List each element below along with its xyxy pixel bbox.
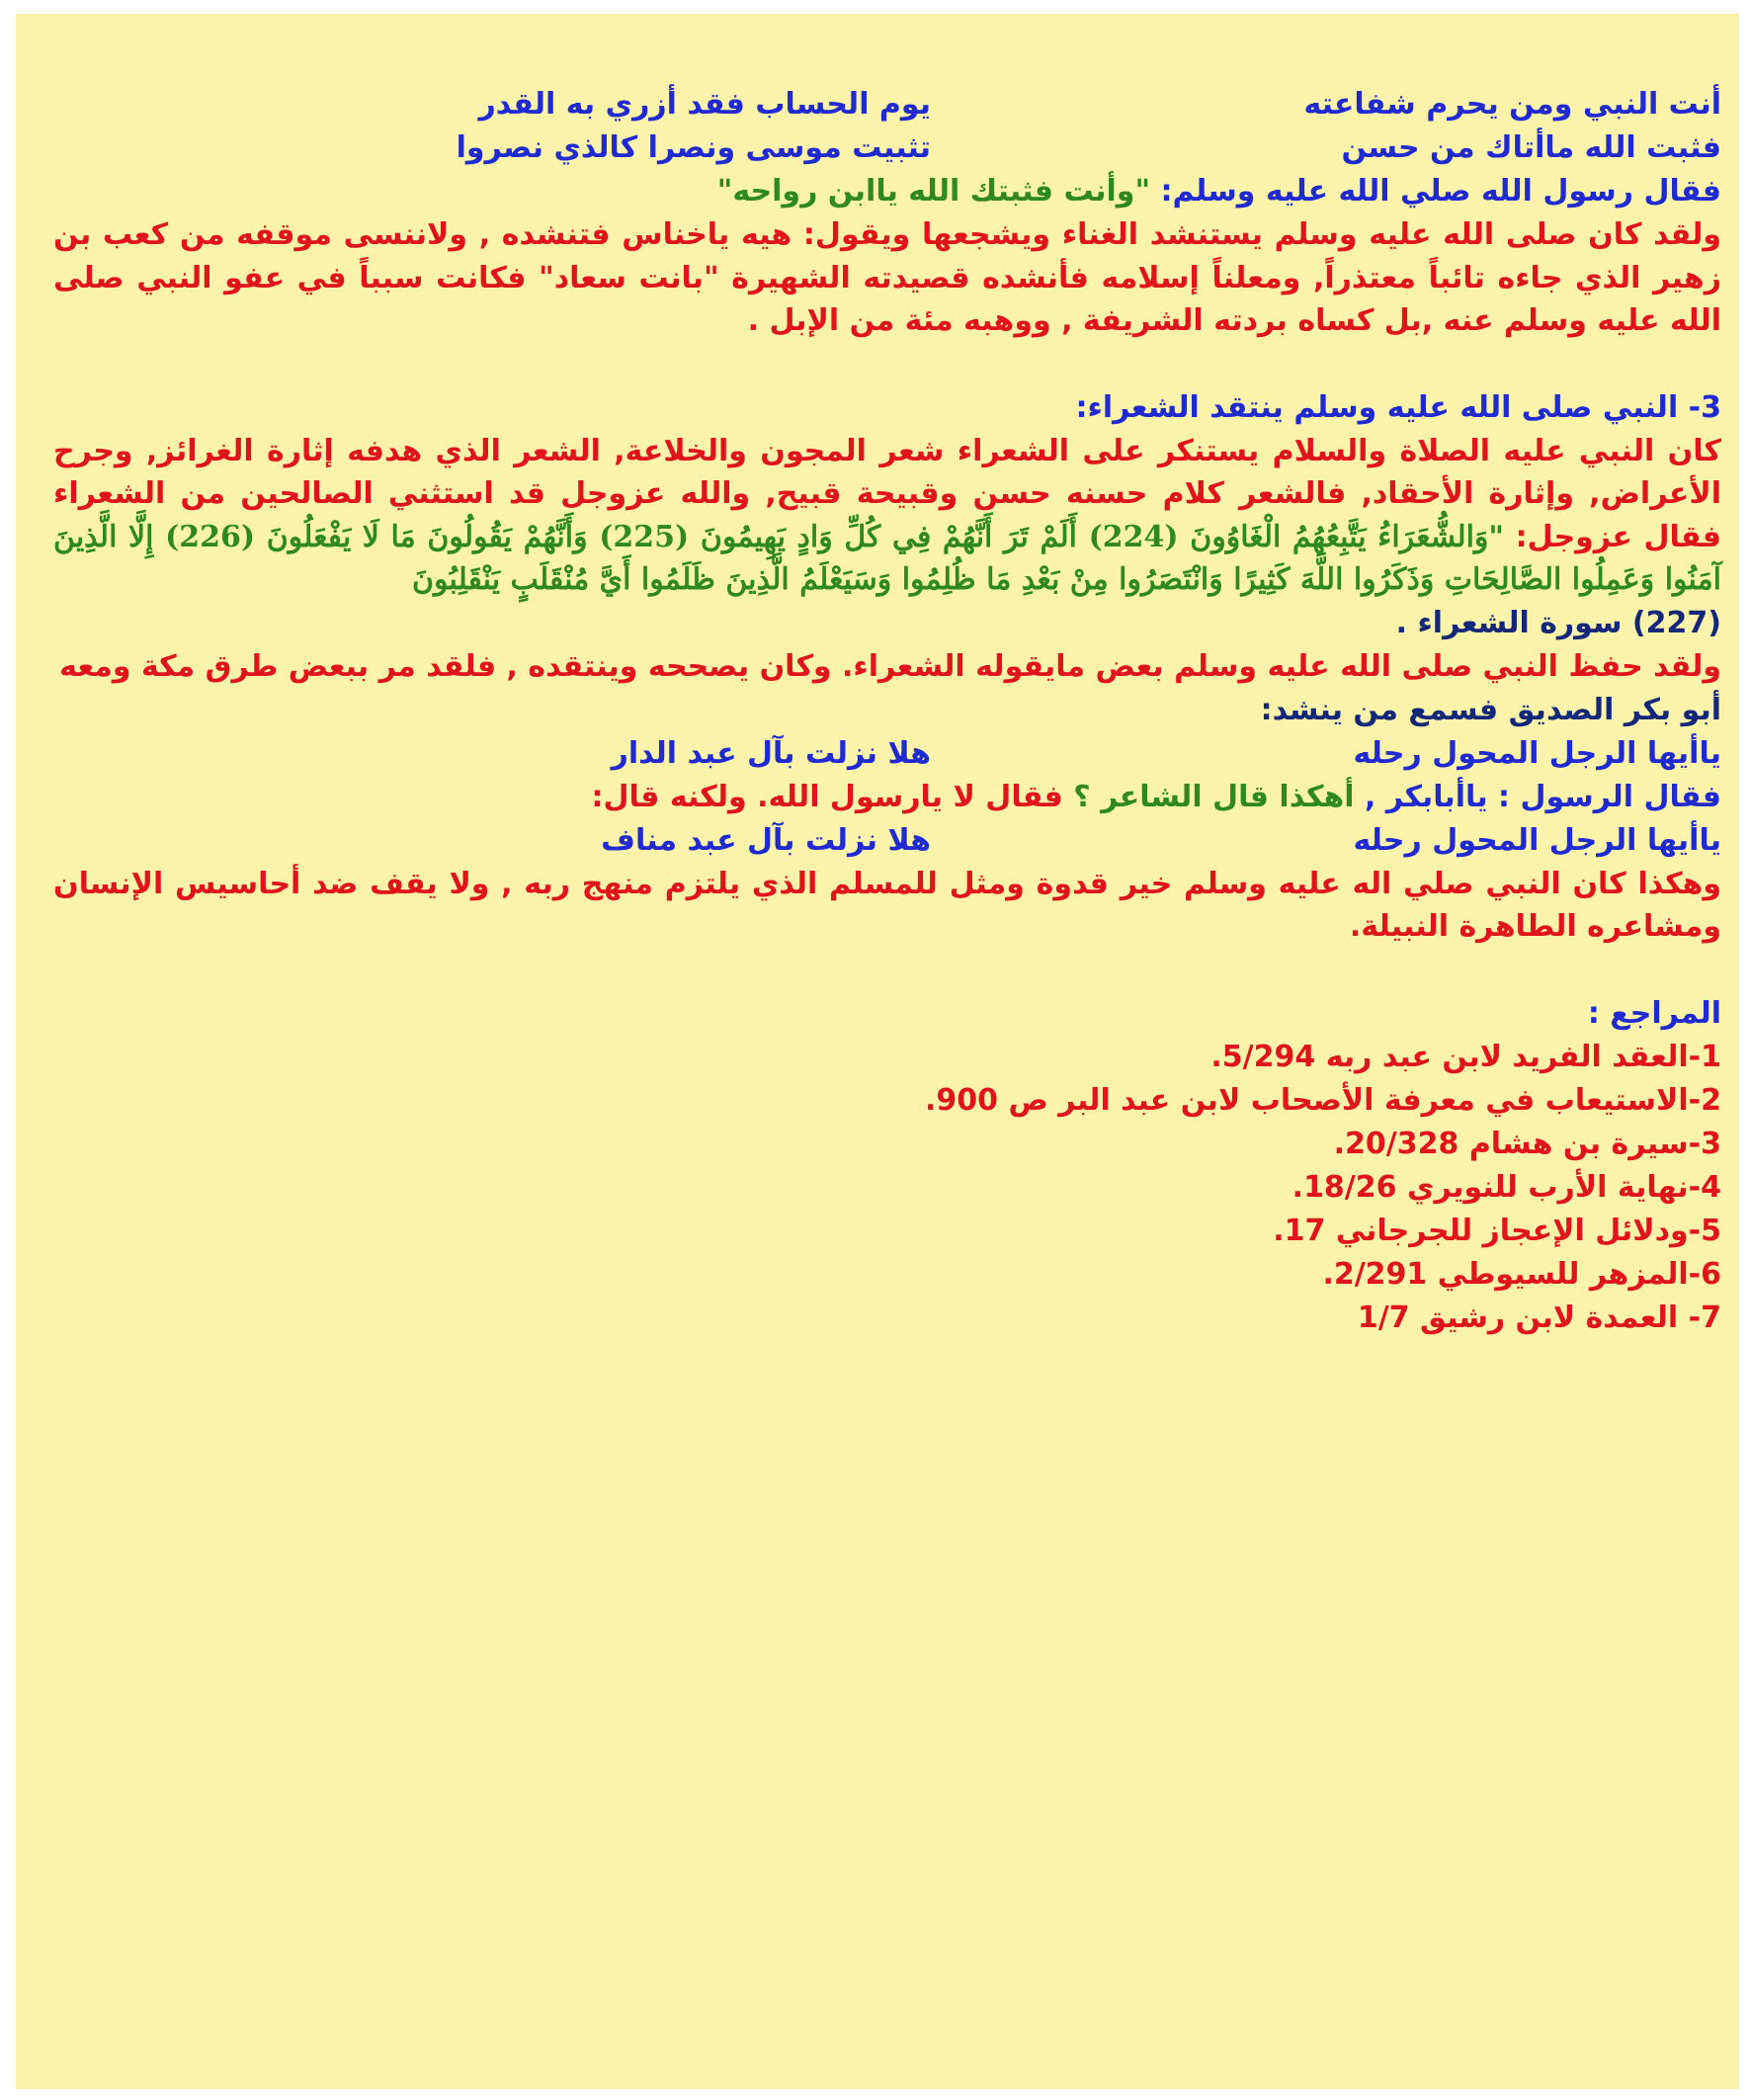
reference-item: 6-المزهر للسيوطي 2/291. <box>1322 1256 1721 1292</box>
messenger-question-quote: أهكذا قال الشاعر ؟ <box>1073 779 1355 814</box>
conclusion-paragraph: وهكذا كان النبي صلي اله عليه وسلم خير قدوة ومثل للمسلم الذي يلتزم منهج ربه , ولا يقف ضد أحاسيس الإنسان ومشاعره الطاهرة النبيلة. <box>53 866 1721 944</box>
verse-2-first-hemistich: فثبت الله ماأتاك من حسن <box>1341 130 1721 165</box>
prophet-reply-quote: "وأنت فثبتك الله ياابن رواحه" <box>716 174 1151 209</box>
section-3-heading: 3- النبي صلى الله عليه وسلم ينتقد الشعراء: <box>1075 389 1721 425</box>
references-list <box>53 1036 1721 1340</box>
spacer <box>53 343 1721 386</box>
memory-paragraph: ولقد حفظ النبي صلى الله عليه وسلم بعض مايقوله الشعراء. وكان يصححه وينتقده , فلقد مر ببعض طرق مكة ومعه <box>59 648 1721 684</box>
reference-item: 3-سيرة بن هشام 20/328. <box>1333 1126 1721 1161</box>
quran-source: (227) سورة الشعراء . <box>1395 605 1721 640</box>
messenger-question <box>53 776 1721 819</box>
prophet-reply <box>53 170 1721 213</box>
memory-paragraph-end: أبو بكر الصديق فسمع من ينشد: <box>1260 692 1721 727</box>
verse-2 <box>53 126 1721 170</box>
document-page <box>16 14 1739 2089</box>
verse-1 <box>53 83 1721 126</box>
kaab-paragraph: ولقد كان صلى الله عليه وسلم يستنشد الغناء ويشجعها ويقول: هيه ياخناس فتنشده , ولاننسى موقفه من كعب بن زهير الذي جاءه تائباً معتذراً, ومعلناً إسلامه فأنشده قصيدته الشهيرة "بانت سعاد" فكانت سبباً في عفو النبي صلى الله عليه وسلم عنه ,بل كساه بردته الشريفة , ووهبه مئة من الإبل . <box>53 217 1721 338</box>
messenger-question-intro: فقال الرسول : ياأبابكر , <box>1354 779 1721 814</box>
quran-quote: "وَالشُّعَرَاءُ يَتَّبِعُهُمُ الْغَاوُونَ (224) أَلَمْ تَرَ أَنَّهُمْ فِي كُلِّ وَادٍ يَهِيمُونَ (225) وَأَنَّهُمْ يَقُولُونَ مَا لَا يَفْعَلُونَ (226) إِلَّا الَّذِينَ آمَنُوا وَعَمِلُوا الصَّالِحَاتِ وَذَكَرُوا اللَّهَ كَثِيرًا وَانْتَصَرُوا مِنْ بَعْدِ مَا ظُلِمُوا وَسَيَعْلَمُ الَّذِينَ ظَلَمُوا أَيَّ مُنْقَلَبٍ يَنْقَلِبُونَ <box>53 519 1721 597</box>
verse-3-second-hemistich: هلا نزلت بآل عبد الدار <box>611 735 931 771</box>
verse-1-second-hemistich: يوم الحساب فقد أزري به القدر <box>478 87 931 122</box>
spacer <box>53 949 1721 992</box>
references-heading: المراجع : <box>1587 995 1721 1031</box>
verse-4 <box>53 819 1721 863</box>
prophet-reply-intro: فقال رسول الله صلي الله عليه وسلم: <box>1150 174 1721 209</box>
verse-4-first-hemistich: ياأيها الرجل المحول رحله <box>1353 822 1721 858</box>
messenger-question-reply: فقال لا يارسول الله. ولكنه قال: <box>591 779 1074 814</box>
critique-text: كان النبي عليه الصلاة والسلام يستنكر على الشعراء شعر المجون والخلاعة, الشعر الذي هدفه إثارة الغرائز, وجرح الأعراض, وإثارة الأحقاد, فالشعر كلام حسنه حسن وقبيحة قبيح, والله عزوجل قد استثني الصالحين من الشعراء فقال عزوجل: <box>53 433 1722 554</box>
reference-item: 1-العقد الفريد لابن عبد ربه 5/294. <box>1210 1039 1721 1074</box>
critique-paragraph <box>53 430 1721 602</box>
reference-item: 7- العمدة لابن رشيق 1/7 <box>1357 1300 1721 1335</box>
reference-item: 2-الاستيعاب في معرفة الأصحاب لابن عبد البر ص 900. <box>925 1082 1721 1118</box>
reference-item: 5-ودلائل الإعجاز للجرجاني 17. <box>1273 1213 1721 1248</box>
verse-4-second-hemistich: هلا نزلت بآل عبد مناف <box>601 822 931 858</box>
reference-item: 4-نهاية الأرب للنويري 18/26. <box>1291 1169 1721 1205</box>
verse-3 <box>53 732 1721 776</box>
verse-2-second-hemistich: تثبيت موسى ونصرا كالذي نصروا <box>456 130 931 165</box>
verse-3-first-hemistich: ياأيها الرجل المحول رحله <box>1353 735 1721 771</box>
verse-1-first-hemistich: أنت النبي ومن يحرم شفاعته <box>1303 87 1721 122</box>
